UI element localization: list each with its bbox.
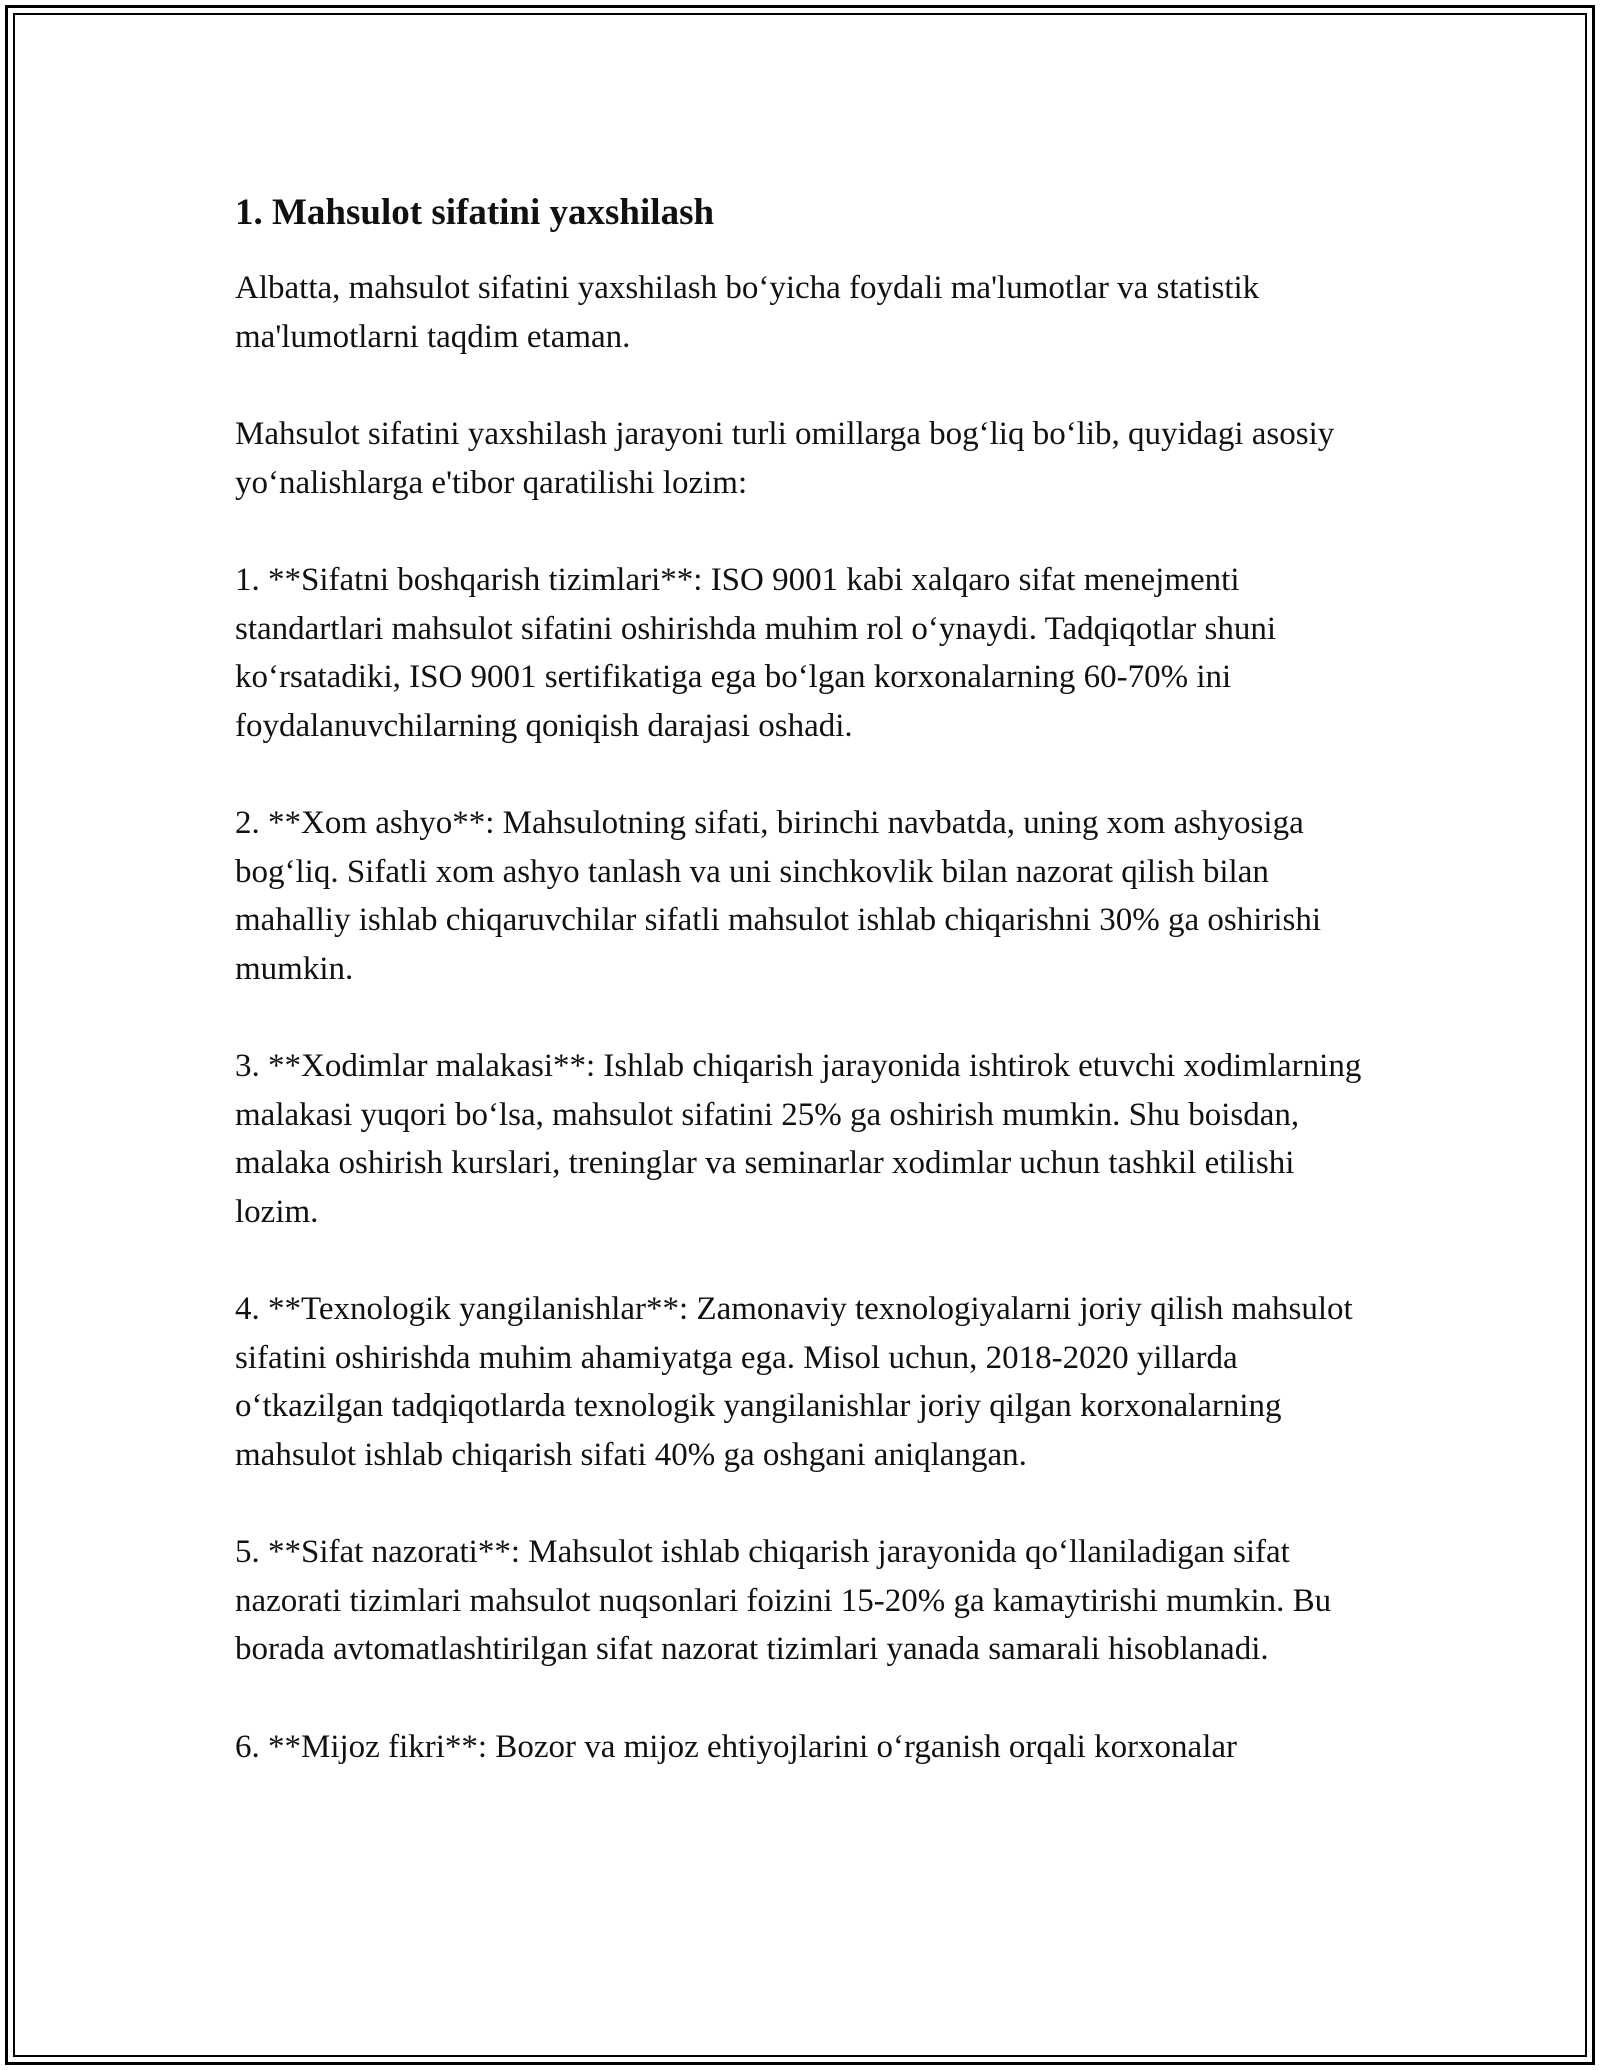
list-item-customer-feedback: 6. **Mijoz fikri**: Bozor va mijoz ehtiyojlarini o‘rganish orqali korxonalar — [235, 1728, 1238, 1765]
list-item-raw-materials: 2. **Xom ashyo**: Mahsulotning sifati, birinchi navbatda, uning xom ashyosiga bog‘liq. Sifatli xom ashyo tanlash va uni sinchkovlik bilan nazorat qilish bilan mahalliy ishlab chiqaruvchilar sifatli mahsulot ishlab chiqarishni 30% ga oshirishi mumkin. — [235, 805, 1322, 987]
document-body — [235, 188, 1375, 1820]
list-item-quality-management: 1. **Sifatni boshqarish tizimlari**: ISO 9001 kabi xalqaro sifat menejmenti standartlari mahsulot sifatini oshirishda muhim rol o‘ynaydi. Tadqiqotlar shuni ko‘rsatadiki, ISO 9001 sertifikatiga ega bo‘lgan korxonalarning 60-70% ini foydalanuvchilarning qoniqish darajasi oshadi. — [235, 562, 1277, 744]
list-item-quality-control: 5. **Sifat nazorati**: Mahsulot ishlab chiqarish jarayonida qo‘llaniladigan sifat nazorati tizimlari mahsulot nuqsonlari foizini 15-20% ga kamaytirishi mumkin. Bu borada avtomatlashtirilgan sifat nazorat tizimlari yanada samarali hisoblanadi. — [235, 1534, 1332, 1667]
page-title: 1. Mahsulot sifatini yaxshilash — [235, 192, 715, 233]
intro-paragraph: Albatta, mahsulot sifatini yaxshilash bo‘yicha foydali ma'lumotlar va statistik ma'lumotlarni taqdim etaman. — [235, 270, 1260, 355]
list-item-technology-updates: 4. **Texnologik yangilanishlar**: Zamonaviy texnologiyalarni joriy qilish mahsulot sifatini oshirishda muhim ahamiyatga ega. Misol uchun, 2018-2020 yillarda o‘tkazilgan tadqiqotlarda texnologik yangilanishlar joriy qilgan korxonalarning mahsulot ishlab chiqarish sifati 40% ga oshgani aniqlangan. — [235, 1291, 1353, 1473]
overview-paragraph: Mahsulot sifatini yaxshilash jarayoni turli omillarga bog‘liq bo‘lib, quyidagi asosiy yo‘nalishlarga e'tibor qaratilishi lozim: — [235, 416, 1335, 501]
list-item-staff-qualification: 3. **Xodimlar malakasi**: Ishlab chiqarish jarayonida ishtirok etuvchi xodimlarning malakasi yuqori bo‘lsa, mahsulot sifatini 25% ga oshirish mumkin. Shu boisdan, malaka oshirish kurslari, treninglar va seminarlar xodimlar uchun tashkil etilishi lozim. — [235, 1048, 1362, 1230]
